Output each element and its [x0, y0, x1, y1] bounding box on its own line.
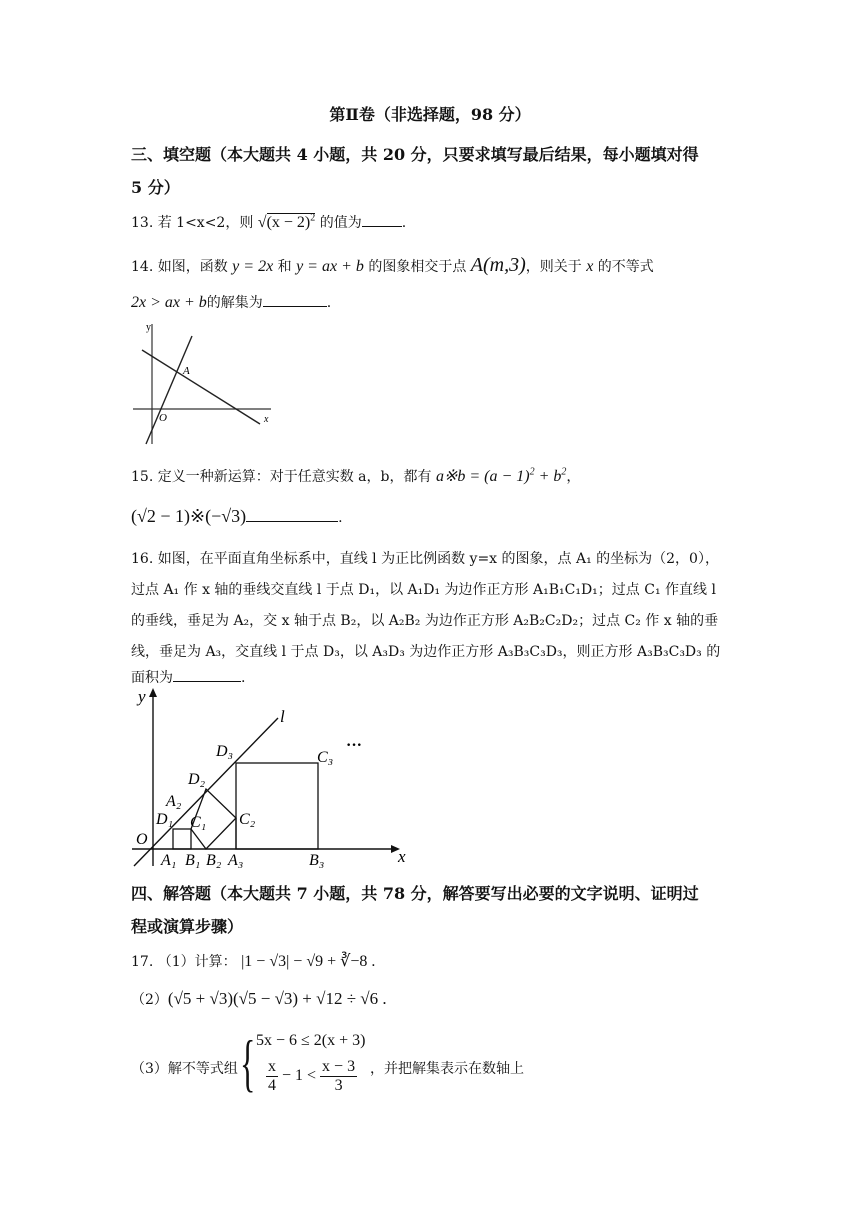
q17-p3-frac2-den: 3 — [334, 1077, 343, 1094]
fig14-origin: O — [159, 412, 167, 424]
fig16-label-a3: A₃ — [228, 852, 244, 869]
part4-heading-line2: 程或演算步骤） — [131, 917, 244, 936]
q14-answer-blank[interactable] — [263, 292, 327, 307]
q14-text3: ，则关于 — [525, 259, 582, 275]
q16-line2: 过点 A₁ 作 x 轴的垂线交直线 l 于点 D₁，以 A₁D₁ 为边作正方形 A₁B₁C₁D₁；过点 C₁ 作直线 l — [131, 582, 716, 598]
q15-number: 15. — [131, 469, 154, 485]
q17-p2-expr: (√5 + √3)(√5 − √3) + √12 ÷ √6 . — [167, 989, 387, 1008]
fig16-line-l — [134, 718, 278, 866]
fig16-label-l: l — [280, 707, 285, 726]
part3-heading-line2: 5 分） — [131, 178, 180, 197]
q16-figure — [128, 684, 418, 870]
fig16-label-a1: A₁ — [161, 852, 177, 869]
fig16-label-d1: D₁ — [156, 811, 174, 828]
q17-part3-label — [131, 1058, 238, 1078]
q16-answer-blank[interactable] — [173, 667, 241, 682]
fig16-label-o: O — [136, 831, 148, 848]
section-title: 第Ⅱ卷（非选择题，98 分） — [329, 105, 531, 124]
q15-def-main: a※b = (a − 1) — [435, 468, 530, 485]
q16-line4: 线，垂足为 A₃，交直线 l 于点 D₃，以 A₃D₃ 为边作正方形 A₃B₃C₃D₃，则正方形 A₃B₃C₃D₃ 的 — [131, 644, 721, 660]
question-15-line2 — [131, 506, 343, 527]
fig14-y-label: y — [146, 322, 151, 333]
q15-def-exp: 2 — [529, 466, 535, 478]
fig14-point-a: A — [183, 365, 190, 377]
q15-comma: ， — [566, 469, 581, 485]
q13-exp: 2 — [310, 212, 316, 224]
fig16-square-3 — [236, 763, 318, 849]
q15-def-tail-exp: 2 — [561, 466, 567, 478]
fig14-x-label: x — [264, 414, 269, 425]
fig16-label-b2: B₂ — [206, 852, 222, 869]
q15-definition — [436, 468, 566, 485]
fig16-label-c3: C₃ — [317, 749, 334, 766]
question-15-line1 — [131, 466, 580, 486]
q17-p3-brace: { — [240, 1027, 256, 1098]
q15-expression: (√2 − 1)※(−√3) — [131, 506, 247, 526]
question-14-line2 — [131, 292, 331, 312]
q17-p3-ineq2 — [266, 1058, 357, 1095]
q14-number: 14. — [131, 259, 154, 275]
q13-sqrt: $√(x - 2)^2$ — [257, 212, 316, 231]
q14-figure — [128, 318, 278, 448]
q14-text5: 的解集为 — [206, 295, 263, 311]
q17-p3-label: （3）解不等式组 — [131, 1061, 238, 1077]
q13-expr: (x − 2) — [266, 214, 311, 231]
q14-func2: y = ax + b — [296, 258, 364, 275]
fig16-label-c2: C₂ — [239, 811, 256, 828]
q14-and: 和 — [277, 259, 292, 275]
fig14-line-y2x — [146, 336, 192, 444]
q15-text1: 定义一种新运算：对于任意实数 a，b，都有 — [157, 469, 432, 485]
fig16-label-c1: C₁ — [190, 814, 207, 831]
part3-heading-line1: 三、填空题（本大题共 4 小题，共 20 分，只要求填写最后结果，每小题填对得 — [131, 145, 699, 164]
q14-end: . — [326, 295, 332, 311]
q17-p3-tail: ，并把解集表示在数轴上 — [370, 1061, 524, 1077]
fig16-label-b3: B₃ — [309, 852, 325, 869]
q16-line1: 16. 如图，在平面直角坐标系中，直线 l 为正比例函数 y=x 的图象，点 A₁ 的坐标为（2，0）， — [131, 551, 719, 567]
q16-line3: 的垂线，垂足为 A₂，交 x 轴于点 B₂，以 A₂B₂ 为边作正方形 A₂B₂C₂D₂；过点 C₂ 作 x 轴的垂 — [131, 613, 719, 629]
q17-p3-frac2 — [320, 1058, 357, 1095]
q17-p3-mid: − 1 < — [282, 1067, 317, 1085]
q17-p3-frac2-num: x − 3 — [322, 1058, 356, 1075]
q16-area-label: 面积为 — [131, 670, 173, 686]
q17-p3-frac1-den: 4 — [268, 1077, 276, 1094]
question-14-line1 — [131, 254, 654, 277]
q15-def-tail: + b — [534, 468, 562, 485]
fig16-label-d3: D₃ — [216, 743, 234, 760]
question-13 — [131, 212, 406, 232]
fig16-label-a2: A₂ — [166, 793, 182, 810]
q13-number: 13. — [131, 215, 154, 231]
fig16-y-arrow — [149, 688, 157, 697]
q17-p1-expr: |1 − √3| − √9 + ∛−8 . — [241, 953, 376, 970]
fig16-dots: ··· — [346, 737, 363, 754]
fig16-label-x: x — [398, 847, 406, 866]
q17-p3-ineq1: 5x − 6 ≤ 2(x + 3) — [256, 1032, 366, 1049]
fig16-label-y: y — [138, 687, 146, 706]
fig16-label-d2: D₂ — [188, 771, 206, 788]
q17-part1 — [131, 951, 375, 971]
q14-point: A(m,3) — [470, 254, 526, 276]
q13-end: . — [401, 215, 407, 231]
q13-answer-blank[interactable] — [362, 212, 402, 227]
q17-p3-frac1-num: x — [268, 1058, 276, 1075]
q17-p2-label: （2） — [131, 992, 168, 1008]
fig16-label-b1: B₁ — [185, 852, 201, 869]
q14-text1: 如图，函数 — [157, 259, 228, 275]
q17-p3-frac1 — [266, 1058, 278, 1095]
q16-end: . — [241, 670, 246, 686]
q14-text4: 的不等式 — [597, 259, 654, 275]
q14-var: x — [586, 258, 594, 275]
q13-text-before: 若 1<x<2，则 — [157, 215, 254, 231]
part4-heading-line1: 四、解答题（本大题共 7 小题，共 78 分，解答要写出必要的文字说明、证明过 — [131, 884, 699, 903]
q14-text2: 的图象相交于点 — [368, 259, 467, 275]
q17-p1-label: （1）计算： — [157, 954, 237, 970]
fig16-square-1 — [173, 829, 191, 849]
q14-func1: y = 2x — [232, 258, 274, 275]
q15-answer-blank[interactable] — [246, 507, 338, 522]
q13-text-after: 的值为 — [319, 215, 362, 231]
q17-number: 17. — [131, 954, 154, 970]
q14-inequality: 2x > ax + b — [131, 294, 207, 311]
q15-end: . — [338, 510, 343, 526]
q17-part2 — [131, 989, 387, 1009]
